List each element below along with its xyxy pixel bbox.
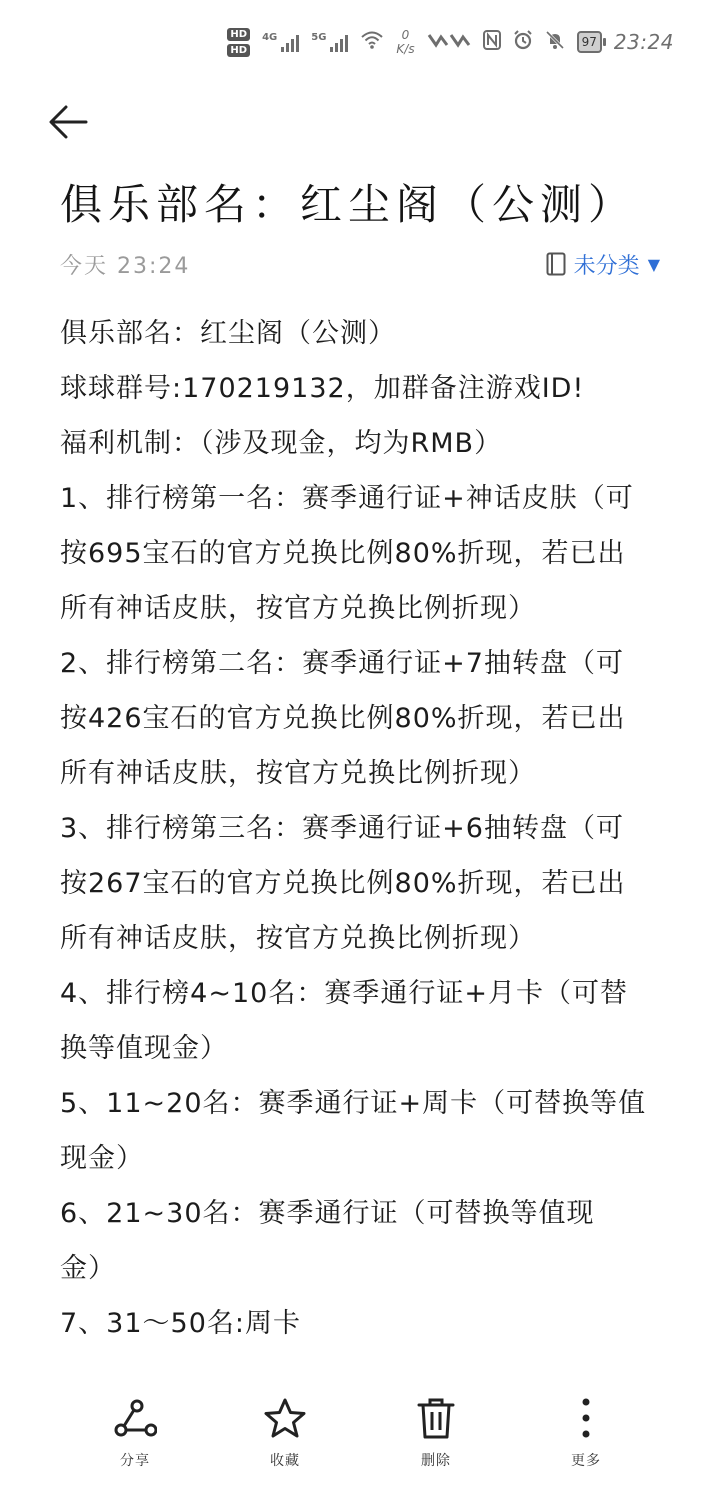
network-type-2: 5G	[311, 32, 327, 43]
more-label: 更多	[571, 1453, 601, 1469]
network-speed	[396, 28, 414, 56]
star-icon	[263, 1392, 307, 1444]
note-line: 球球群号:170219132，加群备注游戏ID!	[60, 373, 585, 404]
note-line: 福利机制：（涉及现金，均为RMB）	[60, 428, 503, 459]
signal-4g-icon	[262, 32, 299, 52]
note-line: 5、11~20名：赛季通行证+周卡（可替换等值	[60, 1088, 647, 1119]
status-icons	[227, 22, 674, 62]
arrow-left-icon	[48, 102, 88, 142]
more-button[interactable]	[531, 1392, 641, 1482]
delete-button[interactable]	[381, 1392, 491, 1482]
category-dropdown[interactable]	[546, 249, 660, 280]
note-line: 所有神话皮肤，按官方兑换比例折现）	[60, 923, 536, 954]
share-button[interactable]	[80, 1392, 190, 1482]
bottom-toolbar	[0, 1392, 720, 1482]
network-speed-unit: K/s	[396, 42, 415, 56]
note-line: 现金）	[60, 1143, 144, 1174]
hd-badge-2: HD	[227, 44, 250, 57]
note-line: 俱乐部名：红尘阁（公测）	[60, 318, 396, 349]
notebook-icon	[546, 252, 566, 276]
back-button[interactable]	[44, 98, 92, 146]
alarm-icon	[513, 30, 533, 55]
signal-5g-icon	[311, 32, 348, 52]
favorite-label: 收藏	[270, 1453, 300, 1469]
more-vertical-icon	[576, 1392, 596, 1444]
battery-icon: 97	[577, 31, 602, 53]
note-line: 按695宝石的官方兑换比例80%折现，若已出	[60, 538, 626, 569]
note-line: 按426宝石的官方兑换比例80%折现，若已出	[60, 703, 626, 734]
status-bar	[0, 0, 720, 84]
note-line: 1、排行榜第一名：赛季通行证+神话皮肤（可	[60, 483, 634, 514]
note-line: 7、31～50名:周卡	[60, 1308, 301, 1339]
note-line: 换等值现金）	[60, 1033, 228, 1064]
hd-indicator	[227, 28, 250, 57]
note-meta	[60, 246, 660, 282]
link-icon	[427, 30, 471, 54]
note-line: 按267宝石的官方兑换比例80%折现，若已出	[60, 868, 626, 899]
caret-down-icon: ▼	[647, 254, 660, 274]
mute-bell-icon	[545, 30, 565, 55]
delete-label: 删除	[421, 1453, 451, 1469]
favorite-button[interactable]	[230, 1392, 340, 1482]
note-line: 金）	[60, 1253, 116, 1284]
note-line: 所有神话皮肤，按官方兑换比例折现）	[60, 593, 536, 624]
note-line: 3、排行榜第三名：赛季通行证+6抽转盘（可	[60, 813, 624, 844]
status-clock: 23:24	[613, 30, 674, 54]
nfc-icon	[483, 30, 501, 55]
wifi-icon	[360, 30, 384, 55]
note-timestamp: 今天 23:24	[60, 253, 191, 279]
note-line: 所有神话皮肤，按官方兑换比例折现）	[60, 758, 536, 789]
network-speed-value: 0	[401, 28, 410, 42]
note-line: 6、21~30名：赛季通行证（可替换等值现	[60, 1198, 595, 1229]
category-label: 未分类	[573, 253, 640, 279]
note-body[interactable]	[60, 306, 664, 1351]
note-line: 4、排行榜4~10名：赛季通行证+月卡（可替	[60, 978, 628, 1009]
network-type-1: 4G	[262, 32, 278, 43]
share-icon	[113, 1392, 157, 1444]
note-title[interactable]: 俱乐部名：红尘阁（公测）	[60, 180, 637, 229]
trash-icon	[414, 1392, 458, 1444]
share-label: 分享	[120, 1453, 150, 1469]
note-line: 2、排行榜第二名：赛季通行证+7抽转盘（可	[60, 648, 624, 679]
hd-badge-1: HD	[227, 28, 250, 41]
